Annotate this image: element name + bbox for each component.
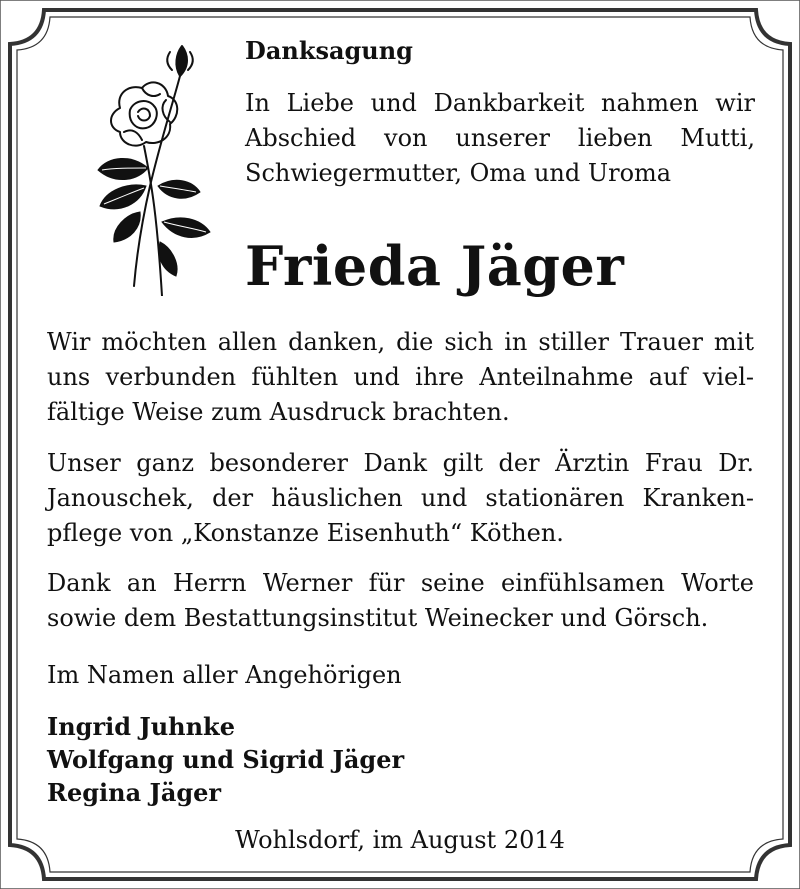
paragraph-line: uns verbunden fühlten und ihre Anteilnahme auf viel- (47, 363, 754, 391)
thanks-paragraph-1 (47, 325, 754, 430)
on-behalf-line: Im Namen aller Angehörigen (47, 661, 402, 689)
paragraph-line: Dank an Herrn Werner für seine einfühlsamen Worte (47, 569, 754, 597)
signer-name: Ingrid Juhnke (47, 712, 235, 741)
paragraph-line: pflege von „Konstanze Eisenhuth“ Köthen. (47, 519, 564, 547)
thanks-paragraph-3 (47, 566, 754, 636)
signer-name: Regina Jäger (47, 778, 222, 807)
paragraph-line: Wir möchten allen danken, die sich in stiller Trauer mit (47, 328, 754, 356)
notice-heading: Danksagung (245, 36, 413, 65)
intro-line: Schwiegermutter, Oma und Uroma (245, 159, 672, 187)
place-date: Wohlsdorf, im August 2014 (235, 826, 565, 854)
intro-line: Abschied von unserer lieben Mutti, (245, 124, 755, 152)
deceased-name: Frieda Jäger (245, 234, 625, 298)
intro-text (245, 86, 755, 191)
intro-line: In Liebe und Dankbarkeit nahmen wir (245, 89, 755, 117)
thanks-paragraph-2 (47, 446, 754, 551)
rose-illustration (62, 36, 222, 296)
paragraph-line: Janouschek, der häuslichen und stationären Kranken- (47, 484, 754, 512)
signer-name: Wolfgang und Sigrid Jäger (47, 745, 405, 774)
signers-list (47, 710, 404, 809)
paragraph-line: sowie dem Bestattungsinstitut Weinecker und Görsch. (47, 604, 709, 632)
paragraph-line: fältige Weise zum Ausdruck brachten. (47, 398, 510, 426)
paragraph-line: Unser ganz besonderer Dank gilt der Ärztin Frau Dr. (47, 449, 754, 477)
